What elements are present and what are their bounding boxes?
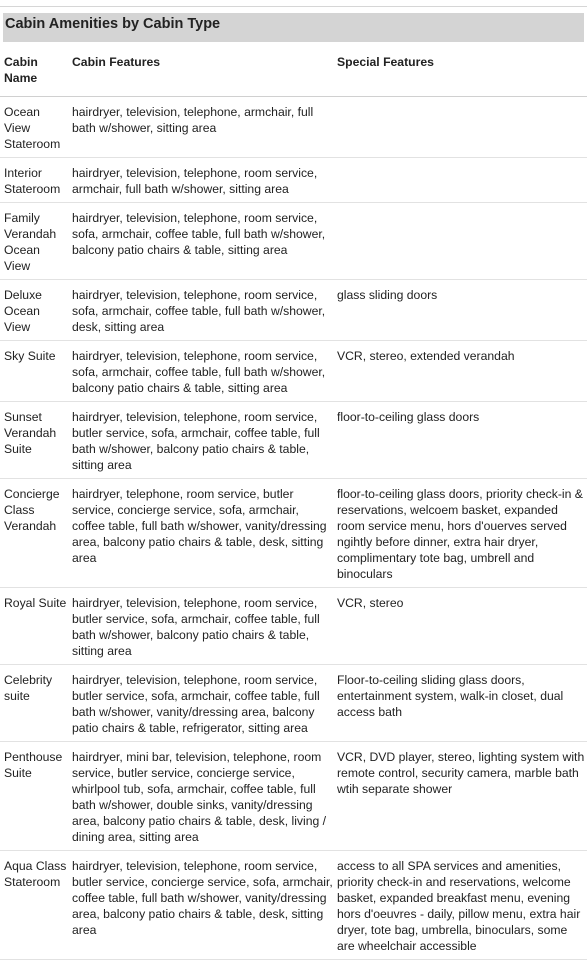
cabin-name-cell: Aqua Class Stateroom: [0, 851, 68, 960]
cabin-features-cell: hairdryer, television, telephone, room service, armchair, full bath w/shower, sitting area: [68, 158, 333, 203]
table-row: [0, 341, 587, 402]
special-features-cell: glass sliding doors: [333, 280, 587, 341]
cabin-features-cell: hairdryer, television, telephone, room service, butler service, concierge service, sofa, armchair, coffee table, full bath w/shower, vanity/dressing area, balcony patio chairs & table, desk, sitting area: [68, 851, 333, 960]
cabin-name-cell: Interior Stateroom: [0, 158, 68, 203]
cabin-name-cell: Sky Suite: [0, 341, 68, 402]
table-body: [0, 97, 587, 960]
cabin-name-cell: Sunset Verandah Suite: [0, 402, 68, 479]
table-row: [0, 158, 587, 203]
header-row: [0, 47, 587, 97]
cabin-features-cell: hairdryer, television, telephone, room service, sofa, armchair, coffee table, full bath w/shower, desk, sitting area: [68, 280, 333, 341]
table-row: [0, 280, 587, 341]
table-header: [0, 47, 587, 97]
cabin-name-cell: Concierge Class Verandah: [0, 479, 68, 588]
special-features-cell: [333, 203, 587, 280]
special-features-cell: access to all SPA services and amenities, priority check-in and reservations, welcome basket, expanded breakfast menu, evening hors d'oeuvres - daily, pillow menu, extra hair dryer, tote bag, umbrella, binoculars, some are wheelchair accessible: [333, 851, 587, 960]
special-features-cell: VCR, DVD player, stereo, lighting system with remote control, security camera, marble bath wtih separate shower: [333, 742, 587, 851]
cabin-name-cell: Royal Suite: [0, 588, 68, 665]
special-features-cell: VCR, stereo: [333, 588, 587, 665]
cabin-features-cell: hairdryer, telephone, room service, butler service, concierge service, sofa, armchair, coffee table, full bath w/shower, vanity/dressing area, balcony patio chairs & table, desk, sitting area: [68, 479, 333, 588]
special-features-cell: [333, 158, 587, 203]
cabin-name-cell: Celebrity suite: [0, 665, 68, 742]
cabin-features-cell: hairdryer, television, telephone, armchair, full bath w/shower, sitting area: [68, 97, 333, 158]
table-caption: Cabin Amenities by Cabin Type: [3, 13, 584, 42]
cabin-name-cell: Ocean View Stateroom: [0, 97, 68, 158]
cabin-features-cell: hairdryer, television, telephone, room service, butler service, sofa, armchair, coffee table, full bath w/shower, balcony patio chairs & table, sitting area: [68, 402, 333, 479]
special-features-cell: [333, 97, 587, 158]
cabin-amenities-table: [0, 47, 587, 960]
cabin-features-cell: hairdryer, television, telephone, room service, sofa, armchair, coffee table, full bath w/shower, balcony patio chairs & table, sitting area: [68, 203, 333, 280]
table-row: [0, 97, 587, 158]
table-row: [0, 851, 587, 960]
table-row: [0, 742, 587, 851]
table-row: [0, 203, 587, 280]
cabin-features-cell: hairdryer, mini bar, television, telephone, room service, butler service, concierge service, whirlpool tub, sofa, armchair, coffee table, full bath w/shower, double sinks, vanity/dressing area, balcony patio chairs & table, desk, living / dining area, sitting area: [68, 742, 333, 851]
table-row: [0, 588, 587, 665]
special-features-cell: floor-to-ceiling glass doors, priority check-in & reservations, welcoem basket, expanded room service menu, hors d'ouerves served ngihtly before dinner, extra hair dryer, complimentary tote bag, umbrell and binoculars: [333, 479, 587, 588]
special-features-cell: floor-to-ceiling glass doors: [333, 402, 587, 479]
cabin-name-cell: Penthouse Suite: [0, 742, 68, 851]
table-row: [0, 479, 587, 588]
cabin-features-cell: hairdryer, television, telephone, room service, butler service, sofa, armchair, coffee table, full bath w/shower, balcony patio chairs & table, sitting area: [68, 588, 333, 665]
special-features-cell: VCR, stereo, extended verandah: [333, 341, 587, 402]
cabin-name-cell: Family Verandah Ocean View: [0, 203, 68, 280]
header-special-features: Special Features: [333, 47, 587, 97]
cabin-features-cell: hairdryer, television, telephone, room service, butler service, sofa, armchair, coffee table, full bath w/shower, vanity/dressing area, balcony patio chairs & table, refrigerator, sitting area: [68, 665, 333, 742]
header-cabin-name: Cabin Name: [0, 47, 68, 97]
table-row: [0, 665, 587, 742]
table-row: [0, 402, 587, 479]
top-divider: [0, 6, 587, 7]
cabin-name-cell: Deluxe Ocean View: [0, 280, 68, 341]
header-cabin-features: Cabin Features: [68, 47, 333, 97]
cabin-features-cell: hairdryer, television, telephone, room service, sofa, armchair, coffee table, full bath w/shower, balcony patio chairs & table, sitting area: [68, 341, 333, 402]
special-features-cell: Floor-to-ceiling sliding glass doors, entertainment system, walk-in closet, dual access bath: [333, 665, 587, 742]
